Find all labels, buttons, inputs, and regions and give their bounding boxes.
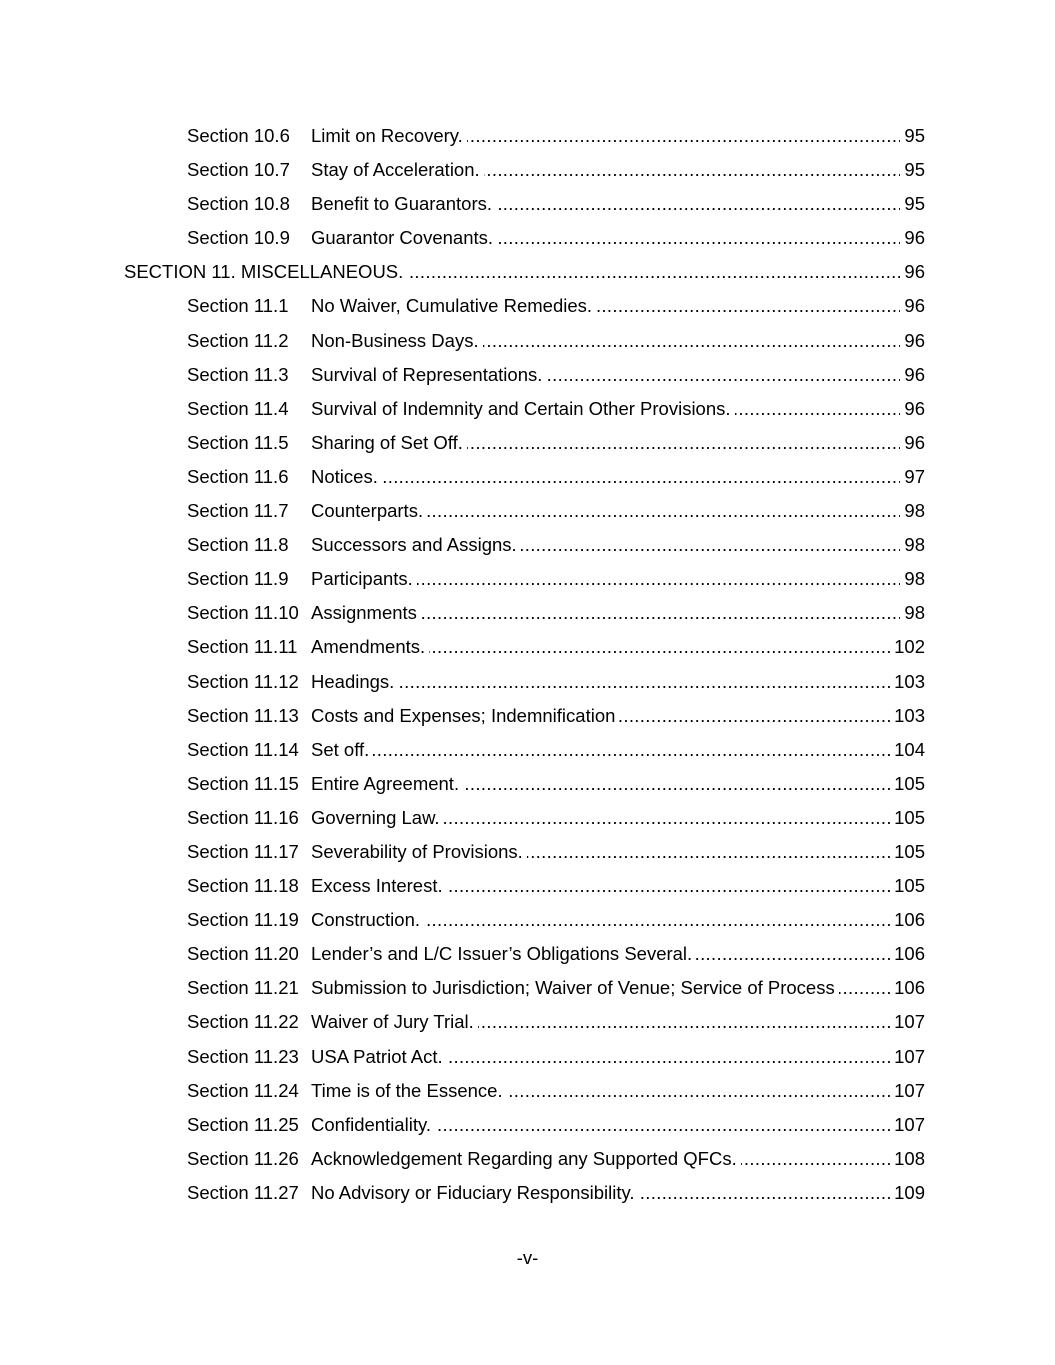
toc-section-title: Amendments. (311, 636, 429, 657)
toc-title-leader (311, 699, 925, 733)
toc-row[interactable] (0, 426, 1055, 460)
toc-section-number: Section 11.11 (187, 636, 298, 658)
toc-page-number: 95 (900, 187, 925, 221)
page-number: -v- (516, 1247, 539, 1268)
toc-section-title: USA Patriot Act. (311, 1046, 447, 1067)
toc-page-number: 96 (900, 392, 925, 426)
toc-title-leader (311, 187, 925, 221)
toc-page-number: 103 (890, 665, 925, 699)
toc-section-number: Section 11.16 (187, 806, 299, 828)
toc-page-number: 105 (890, 767, 925, 801)
toc-page-number: 96 (900, 221, 925, 255)
toc-row[interactable] (0, 1176, 1055, 1210)
toc-section-title: Notices. (311, 466, 382, 487)
toc-row[interactable] (0, 153, 1055, 187)
toc-page-number: 109 (890, 1176, 925, 1210)
toc-title-leader (311, 630, 925, 664)
toc-page-number: 98 (900, 528, 925, 562)
toc-section-title: Limit on Recovery. (311, 125, 467, 146)
toc-section-number: Section 11.12 (187, 670, 299, 692)
toc-row[interactable] (0, 460, 1055, 494)
toc-title-leader (311, 1005, 925, 1039)
toc-page-number: 96 (900, 426, 925, 460)
toc-title-leader (311, 1142, 925, 1176)
toc-section-number: Section 11.13 (187, 704, 299, 726)
toc-section-number: Section 11.17 (187, 840, 299, 862)
toc-row[interactable] (0, 289, 1055, 323)
toc-section-number: Section 11.19 (187, 909, 299, 931)
toc-title-leader (311, 426, 925, 460)
toc-row[interactable] (0, 596, 1055, 630)
toc-title-leader (311, 221, 925, 255)
toc-row[interactable] (0, 358, 1055, 392)
toc-section-number: Section 10.6 (187, 125, 290, 146)
toc-section-title: Confidentiality. (311, 1114, 435, 1135)
toc-section-title: Counterparts. (311, 500, 427, 521)
toc-row[interactable] (0, 937, 1055, 971)
toc-section-number: Section 11.1 (187, 295, 289, 317)
toc-section-title: Non-Business Days. (311, 330, 483, 351)
toc-title-leader (311, 801, 925, 835)
toc-row[interactable] (0, 869, 1055, 903)
toc-section-number: Section 11.3 (187, 363, 289, 385)
toc-page-number: 95 (900, 119, 925, 153)
toc-section-number: Section 11.14 (187, 738, 299, 760)
toc-section-number: Section 11.27 (187, 1181, 299, 1203)
toc-section-title: Waiver of Jury Trial. (311, 1011, 478, 1032)
toc-title-leader (311, 1040, 925, 1074)
toc-title-leader (311, 358, 925, 392)
toc-title-leader (311, 1074, 925, 1108)
toc-section-number: Section 11.10 (187, 602, 299, 624)
toc-row[interactable] (0, 1040, 1055, 1074)
toc-page-number: 105 (890, 835, 925, 869)
toc-title-leader (311, 835, 925, 869)
toc-page-number: 107 (890, 1074, 925, 1108)
toc-title-leader (124, 255, 925, 289)
toc-section-number: Section 11.8 (187, 534, 289, 556)
toc-section-number: Section 11.9 (187, 568, 289, 590)
toc-row[interactable] (0, 971, 1055, 1005)
toc-section-title: Construction. (311, 909, 424, 930)
toc-section-number: Section 10.9 (187, 227, 290, 249)
toc-section-title: Headings. (311, 671, 398, 692)
toc-row[interactable] (0, 801, 1055, 835)
toc-title-leader (311, 119, 925, 153)
toc-row[interactable] (0, 699, 1055, 733)
toc-section-title: No Advisory or Fiduciary Responsibility. (311, 1182, 639, 1203)
toc-row[interactable] (0, 1142, 1055, 1176)
toc-row[interactable] (0, 324, 1055, 358)
toc-title-leader (311, 596, 925, 630)
toc-section-title: Submission to Jurisdiction; Waiver of Venue; Service of Process (311, 977, 839, 998)
toc-row[interactable] (0, 903, 1055, 937)
toc-page-number: 97 (900, 460, 925, 494)
toc-title-leader (311, 1108, 925, 1142)
table-of-contents (0, 119, 1055, 1210)
toc-section-title: Lender’s and L/C Issuer’s Obligations Several. (311, 943, 696, 964)
toc-title-leader (311, 528, 925, 562)
toc-row[interactable] (0, 494, 1055, 528)
toc-row[interactable] (0, 221, 1055, 255)
toc-title-leader (311, 494, 925, 528)
toc-section-title: Severability of Provisions. (311, 841, 527, 862)
toc-row[interactable] (0, 1108, 1055, 1142)
toc-page-number: 98 (900, 596, 925, 630)
toc-page-number: 95 (900, 153, 925, 187)
toc-section-title: Set off. (311, 739, 373, 760)
toc-section-number: Section 10.7 (187, 159, 290, 181)
toc-section-title: Governing Law. (311, 807, 444, 828)
toc-section-title: Guarantor Covenants. (311, 227, 497, 248)
toc-title-leader (311, 562, 925, 596)
toc-page-number: 98 (900, 562, 925, 596)
toc-title-leader (311, 665, 925, 699)
toc-section-title: Time is of the Essence. (311, 1080, 507, 1101)
toc-section-number: Section 11.4 (187, 397, 289, 419)
toc-title-leader (311, 153, 925, 187)
toc-page-number: 105 (890, 801, 925, 835)
toc-section-title: SECTION 11. MISCELLANEOUS. (124, 261, 407, 282)
toc-section-title: No Waiver, Cumulative Remedies. (311, 295, 596, 316)
toc-section-title: Survival of Indemnity and Certain Other Provisions. (311, 398, 735, 419)
toc-title-leader (311, 937, 925, 971)
toc-title-leader (311, 324, 925, 358)
toc-row[interactable] (0, 835, 1055, 869)
toc-section-number: Section 11.26 (187, 1147, 299, 1169)
toc-section-number: Section 11.7 (187, 500, 289, 522)
toc-section-title: Sharing of Set Off. (311, 432, 467, 453)
toc-article-row[interactable] (0, 255, 1055, 289)
toc-row[interactable] (0, 119, 1055, 153)
toc-row[interactable] (0, 1074, 1055, 1108)
toc-title-leader (311, 392, 925, 426)
toc-page-number: 96 (900, 324, 925, 358)
toc-page-number: 106 (890, 937, 925, 971)
toc-section-number: Section 11.23 (187, 1045, 299, 1067)
toc-row[interactable] (0, 665, 1055, 699)
toc-section-title: Entire Agreement. (311, 773, 463, 794)
toc-page-number: 102 (890, 630, 925, 664)
toc-title-leader (311, 1176, 925, 1210)
toc-row[interactable] (0, 630, 1055, 664)
toc-page-number: 96 (900, 255, 925, 289)
toc-row[interactable] (0, 562, 1055, 596)
toc-section-title: Stay of Acceleration. (311, 159, 484, 180)
toc-page-number: 107 (890, 1040, 925, 1074)
toc-section-number: Section 11.5 (187, 431, 289, 453)
toc-section-title: Acknowledgement Regarding any Supported QFCs. (311, 1148, 741, 1169)
toc-title-leader (311, 971, 925, 1005)
toc-row[interactable] (0, 1005, 1055, 1039)
toc-page-number: 106 (890, 903, 925, 937)
toc-section-title: Benefit to Guarantors. (311, 193, 496, 214)
toc-page-number: 103 (890, 699, 925, 733)
toc-section-title: Costs and Expenses; Indemnification (311, 705, 619, 726)
toc-section-title: Successors and Assigns. (311, 534, 521, 555)
toc-section-number: Section 10.8 (187, 193, 290, 215)
toc-page-number: 98 (900, 494, 925, 528)
toc-section-number: Section 11.25 (187, 1113, 299, 1135)
toc-section-number: Section 11.6 (187, 465, 289, 487)
toc-row[interactable] (0, 187, 1055, 221)
toc-section-number: Section 11.21 (187, 977, 299, 999)
toc-row[interactable] (0, 767, 1055, 801)
toc-page-number: 96 (900, 358, 925, 392)
toc-row[interactable] (0, 392, 1055, 426)
toc-section-title: Assignments (311, 602, 421, 623)
toc-section-number: Section 11.22 (187, 1011, 299, 1033)
toc-page-number: 104 (890, 733, 925, 767)
toc-page-number: 96 (900, 289, 925, 323)
toc-section-number: Section 11.24 (187, 1079, 299, 1101)
toc-page-number: 108 (890, 1142, 925, 1176)
toc-section-number: Section 11.20 (187, 943, 299, 965)
toc-title-leader (311, 869, 925, 903)
toc-section-title: Survival of Representations. (311, 364, 546, 385)
toc-section-title: Participants. (311, 568, 417, 589)
toc-title-leader (311, 733, 925, 767)
toc-page-number: 107 (890, 1005, 925, 1039)
toc-page-number: 106 (890, 971, 925, 1005)
toc-page-number: 107 (890, 1108, 925, 1142)
toc-title-leader (311, 903, 925, 937)
toc-row[interactable] (0, 733, 1055, 767)
toc-section-title: Excess Interest. (311, 875, 447, 896)
toc-page-number: 105 (890, 869, 925, 903)
toc-section-number: Section 11.15 (187, 772, 299, 794)
toc-section-number: Section 11.18 (187, 875, 299, 897)
toc-title-leader (311, 289, 925, 323)
toc-section-number: Section 11.2 (187, 329, 289, 351)
toc-row[interactable] (0, 528, 1055, 562)
toc-title-leader (311, 460, 925, 494)
toc-title-leader (311, 767, 925, 801)
